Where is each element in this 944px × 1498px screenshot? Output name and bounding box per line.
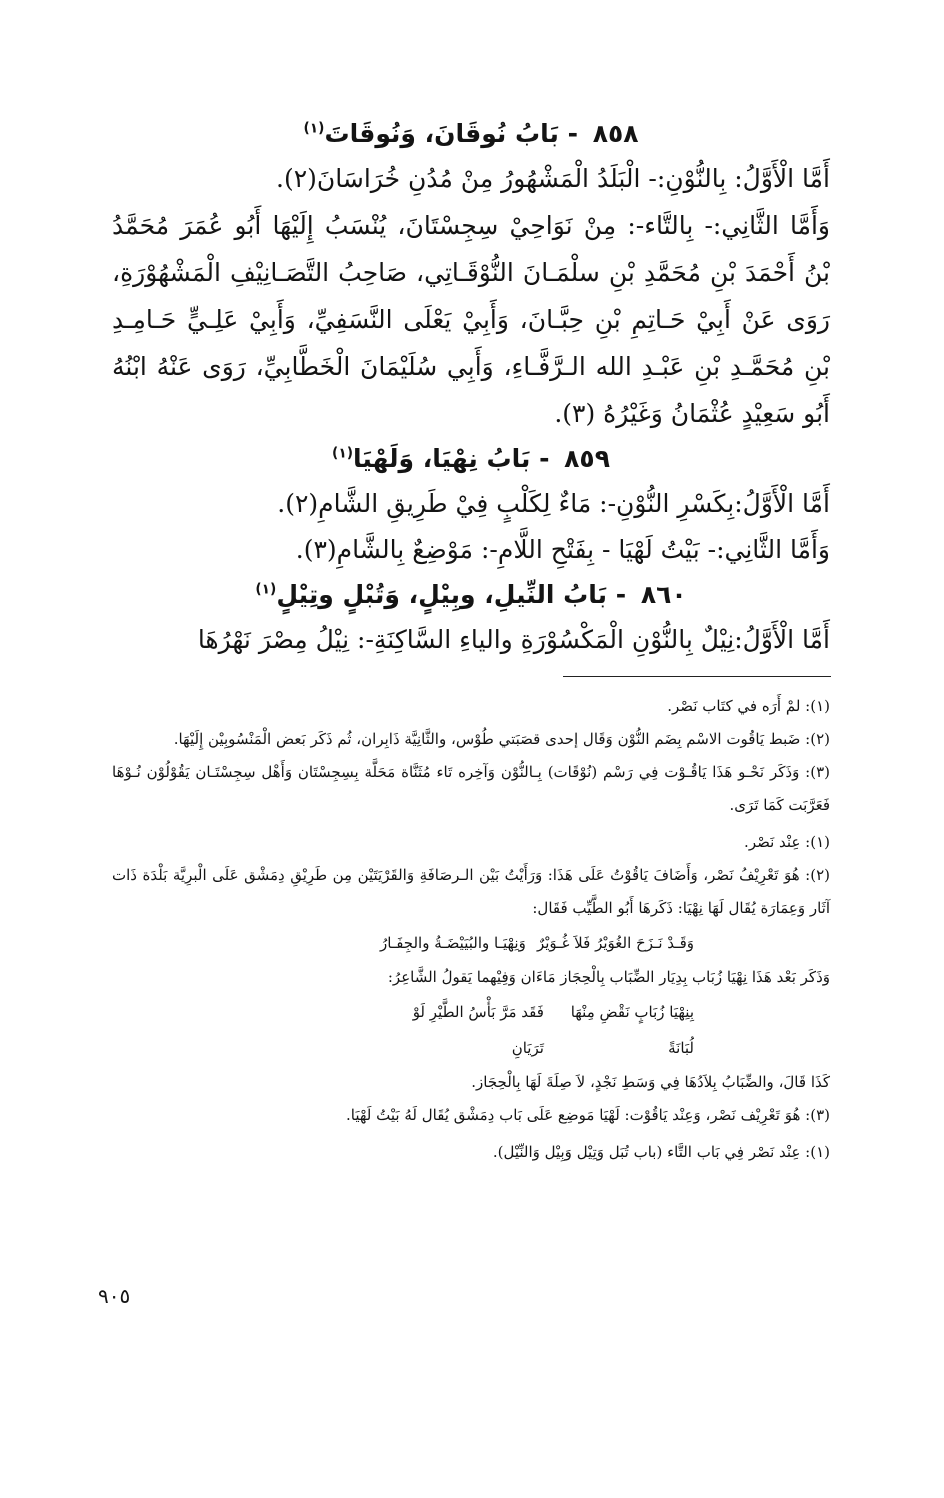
verse-hemistich-right: وَقَـدْ نَـزَحَ الغُوَيْرُ فَلاَ غُـوَيْرٌ (536, 934, 694, 952)
footnotes (112, 690, 830, 1169)
footnote-separator (563, 676, 831, 677)
footnote: (١): عِنْد نَصْر فِي بَاب التَّاء (باب تُبَل وَتِيْل وَبِيْل وَالنِّيْل). (492, 1143, 830, 1161)
main-text (112, 112, 830, 663)
section-number: ٨٦٠ (640, 580, 687, 609)
paragraph-second: وَأَمَّا الثَّانِي:- بِالتَّاء-: مِنْ نَوَاحِيْ سِجِسْتَانَ، يُنْسَبُ إِلَيْهَا أَبُو عُمَرَ مُحَمَّدُ بْنُ أَحْمَدَ بْنِ مُحَمَّدِ بْنِ سلْمَـانَ النُّوْقَـاتِي، صَاحِبُ التَّصَـانِيْفِ الْمَشْهُوْرَةِ، رَوَى عَنْ أَبِيْ حَـاتِمِ بْنِ حِبَّـانَ، وَأَبِيْ يَعْلَى النَّسَفِيِّ، وَأَبِيْ عَلِـيٍّ حَـامِـدِ بْنِ مُحَمَّـدِ بْنِ عَبْـدِ الله الـرَّفَّـاءِ، وَأَبِي سُلَيْمَانَ الْخَطَّابِيِّ، رَوَى عَنْهُ ابْنُهُ أَبُو سَعِيْدٍ عُثْمَانُ وَغَيْرُهُ (٣). (112, 211, 830, 428)
section-number: ٨٥٩ (564, 444, 610, 473)
footnote: (٣): وَذَكَر نَحْـو هَذَا يَاقُـوْت فِي رَسْم (نُوْقَات) بِـالنُّوْن وَآخِره تَاء مُثَنَّاة مَحَلَّة بِسِجِسْتَان وَأَهْل سِجِسْتَـان يَقُوْلُوْن نُـوْهَا فَعَرَّبَت كَمَا تَرَى. (112, 763, 830, 814)
paragraph-first: أَمَّا الْأَوَّلُ: بِالنُّوْنِ:- الْبَلَدُ الْمَشْهُورُ مِنْ مُدُنِ خُرَاسَانَ(٢). (276, 164, 830, 193)
footnote-mark: (١) (303, 120, 325, 137)
page-number: ٩٠٥ (98, 1284, 131, 1308)
heading-dash: - (539, 444, 550, 473)
paragraph-first: أَمَّا الْأَوَّلُ:بِكَسْرِ النُّوْنِ-: مَاءٌ لِكَلْبٍ فِيْ طَرِيقِ الشَّامِ(٢). (277, 489, 830, 518)
footnote-mark: (١) (255, 581, 277, 598)
section-title: بَابُ نُوقَانَ، وَنُوقَاتَ (324, 119, 559, 148)
verse-hemistich-right: بِنِهْيَا زُبَابٍ نَقْضِ مِنْهَا لُبَانَةً (570, 1003, 694, 1057)
footnote: كَذَا قَالَ، والضِّبَابُ بِلاَدُهَا فِي وَسَطِ نَجْدٍ، لاَ صِلَةَ لَهَا بِالْحِجَاز. (471, 1073, 830, 1091)
footnote: وَذَكَر بَعْد هَذَا نِهْيَا زُبَاب بِدِيَار الضِّبَاب بِالْحِجَاز مَاءَان وَفِيْهما يَقولُ الشَّاعِرُ: (387, 968, 830, 986)
poem-verse (112, 925, 830, 961)
heading-dash: - (567, 119, 579, 148)
section-number: ٨٥٨ (592, 119, 639, 148)
section-heading-858 (112, 112, 830, 156)
paragraph-first: أَمَّا الْأَوَّلُ:نِيْلٌ بِالنُّوْنِ الْمَكْسُوْرَةِ والياءِ السَّاكِنَةِ-: نِيْلُ مِصْرَ نَهْرُهَا (197, 625, 830, 654)
section-heading-859 (112, 437, 830, 481)
footnote: (١): عِنْد نَصْر. (744, 833, 830, 851)
verse-hemistich-left: وَنِهْيَـا والبُيَيْضَـةُ والجِفَـارُ (380, 934, 526, 952)
paragraph-second: وَأَمَّا الثَّانِي:- بَيْتُ لَهْيَا - بِفَتْحِ اللَّامِ-: مَوْضِعٌ بِالشَّامِ(٣). (295, 535, 830, 564)
heading-dash: - (615, 580, 627, 609)
section-title: بَابُ النِّيلِ، وبِيْلٍ، وَتُبْلٍ وتِيْلٍ (276, 580, 608, 609)
poem-verse (112, 994, 830, 1066)
footnote: (١): لمْ أَرَه في كتَاب نَصْر. (667, 697, 830, 715)
verse-hemistich-left: فَقَد مَرَّ بَأْسُ الطَّيْرِ لَوْ تَرَيَانِ (412, 1003, 544, 1057)
footnote: (٢): ضَبط يَاقُوت الاسْم بِضَم النُّوْن وَقَال إحدى قصَبَتي طُوْس، والثَّانِيَّة ذَابِران، ثُم ذَكَر بَعض الْمَنْسُوبِيْن إِلَيْهَا. (173, 730, 830, 748)
section-title: بَابُ نِهْيَا، وَلَهْيَا (353, 444, 531, 473)
section-heading-860 (112, 573, 830, 617)
footnote: (٣): هُوَ تَعْرِيْف نَصْر، وَعِنْد يَاقُوْت: لَهْيَا مَوضِع عَلَى بَاب دِمَشْق يُقَال لَهُ بَيْتُ لَهْيَا. (346, 1106, 830, 1124)
footnote: (٢): هُوَ تَعْرِيْفُ نَصْر، وَأَضَافَ يَاقُوْتُ عَلَى هَذَا: وَرَأَيْتُ بَيْن الـرصَافَةِ وَالقَرْيَتَيْن مِن طَرِيْقِ دِمَشْق عَلَى الْبرِيَّة بَلْدَة ذَات آثَار وَعِمَارَة يُقَال لَهَا نِهْيَا: ذَكَرهَا أَبُو الطَّيِّب فَقَال: (112, 866, 830, 917)
footnote-mark: (١) (332, 445, 354, 462)
